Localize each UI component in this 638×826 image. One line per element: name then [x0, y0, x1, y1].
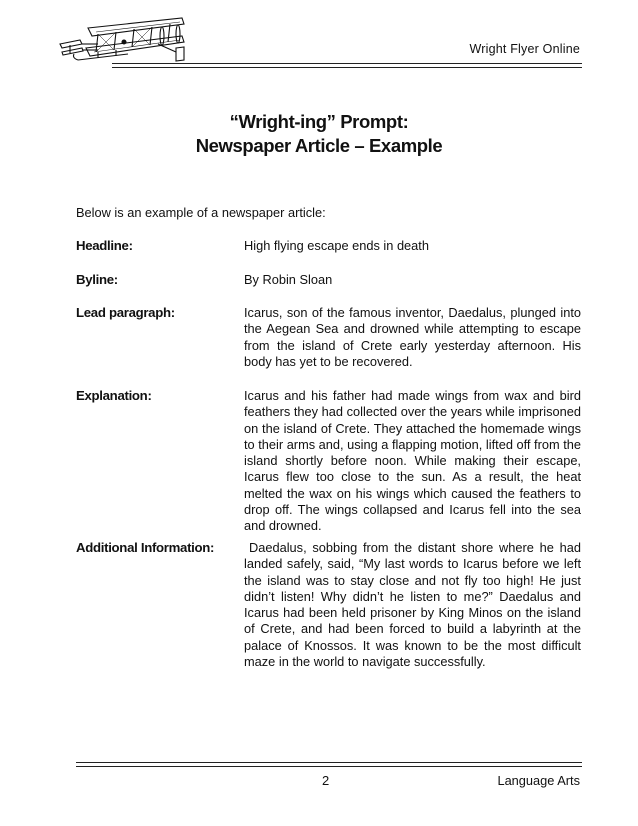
intro-text: Below is an example of a newspaper article: [76, 205, 326, 220]
page-title-line-2: Newspaper Article – Example [195, 135, 443, 156]
page-title-line-1: “Wright-ing” Prompt: [229, 111, 409, 132]
lead-paragraph-text: Icarus, son of the famous inventor, Daedalus, plunged into the Aegean Sea and drowned while attempting to escape from the island of Crete early yesterday afternoon. His body has yet to be recovered. [244, 305, 581, 369]
explanation-text: Icarus and his father had made wings from wax and bird feathers they had collected over the years while imprisoned on the island of Crete. They attached the homemade wings to their arms and, using a flapping motion, lifted off from the island shortly before noon. While making their escape, Icarus flew too close to the sun. As a result, the heat melted the wax on his wings which caused the feathers to drop off. The wings collapsed and Icarus fell into the sea and drowned. [244, 388, 581, 534]
headline-label: Headline: [76, 238, 133, 253]
header-rule [112, 63, 582, 64]
site-name: Wright Flyer Online [469, 42, 580, 56]
byline-label: Byline: [76, 272, 118, 287]
page-number: 2 [322, 773, 330, 788]
footer-rule-thin [76, 766, 582, 767]
lead-paragraph-label: Lead paragraph: [76, 305, 175, 320]
header-rule-thin [112, 67, 582, 68]
byline-text: By Robin Sloan [244, 272, 333, 287]
explanation-label: Explanation: [76, 388, 152, 403]
subject-label: Language Arts [497, 773, 580, 788]
additional-information-label: Additional Information: [76, 540, 215, 555]
headline-text: High flying escape ends in death [244, 238, 429, 253]
additional-information-text: Daedalus, sobbing from the distant shore where he had landed safely, said, “My last words to Icarus before we left the island was to stay close and not fly too high! He just didn’t listen! Why didn’t he listen to me?” Daedalus and Icarus had been held prisoner by King Minos on the island of Crete, and had been forced to build a labyrinth at the palace of Knossos. It was known to be the most difficult maze in the world to navigate successfully. [244, 540, 581, 670]
footer-rule [76, 762, 582, 763]
